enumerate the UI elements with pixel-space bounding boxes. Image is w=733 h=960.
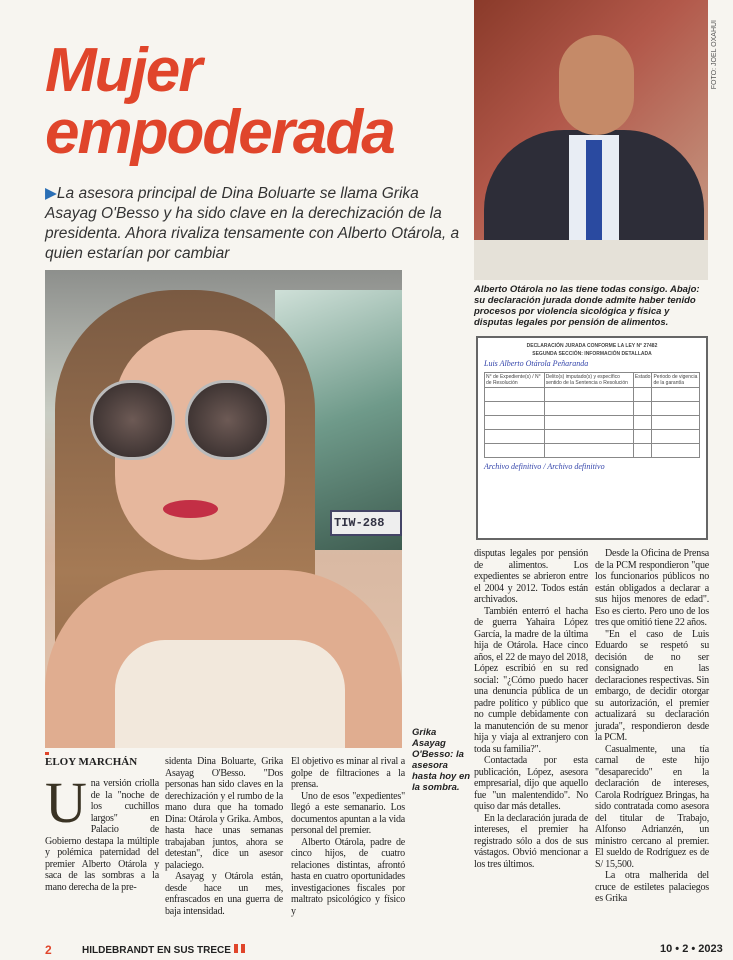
document-section: SEGUNDA SECCIÓN: INFORMACIÓN DETALLADA: [532, 351, 652, 357]
byline: ELOY MARCHÁN: [45, 756, 138, 768]
footer-section: [82, 944, 245, 956]
document-name: Luis Alberto Otárola Peñaranda: [484, 359, 589, 368]
paragraph: "En el caso de Luis Eduardo se respetó su decisión de no ser consignado en las declaraciones respectivas. Sin embargo, de decidir otorgar su autorización, el premier actualizará su declaración jurada", respondieron desde la PCM.: [595, 628, 709, 743]
photo-caption-main: Grika Asayag O'Besso: la asesora hasta hoy en la sombra.: [412, 727, 471, 793]
paragraph: El objetivo es minar al rival a golpe de filtraciones a la prensa.: [291, 756, 405, 790]
doc-header: Delito(s) imputado(s) y específico sentido de la Sentencia o Resolución: [544, 373, 633, 388]
article-column-4: [474, 548, 588, 870]
title-line-1: Mujer: [45, 36, 201, 105]
photo-alberto-otarola: [474, 0, 708, 280]
drop-cap: U: [45, 770, 87, 835]
license-plate: TIW-288: [330, 510, 402, 536]
paragraph: La otra malherida del cruce de estiletes palaciegos es Grika: [595, 870, 709, 904]
triangle-icon: ▶: [45, 185, 57, 202]
dek-text: La asesora principal de Dina Boluarte se llama Grika Asayag O'Besso y ha sido clave en la derechización de la presidenta. Ahora rivaliza tensamente con Alberto Otárola, a quien estarían por cambiar: [45, 185, 460, 262]
paragraph: disputas legales por pensión de alimentos. Los expedientes se abrieron entre el 2004 y 2012. Todos están archivados.: [474, 548, 588, 605]
photo-credit: FOTO: JOEL OXAHUI: [711, 20, 718, 90]
section-name: HILDEBRANDT EN SUS TRECE: [82, 945, 231, 956]
doc-header: Estado: [633, 373, 652, 388]
document-notes: Archivo definitivo / Archivo definitivo: [484, 462, 605, 471]
sworn-declaration-document: [476, 336, 708, 540]
document-title: DECLARACIÓN JURADA CONFORME LA LEY N° 27482: [526, 343, 658, 349]
article-column-3: [291, 756, 405, 917]
photo-grika-asayag: [45, 270, 402, 748]
document-table: [484, 372, 700, 458]
dek: [45, 184, 460, 264]
paragraph: Contactada por esta publicación, López, asesora empresarial, dijo que aquello fue "un malentendido". No quiso dar más detalles.: [474, 755, 588, 812]
doc-header: Periodo de vigencia de la garantía: [652, 373, 700, 388]
paragraph: Casualmente, una tía carnal de este hijo "desaparecido" en la declaración de intereses, Carola Rodríguez Bringas, ha sido contratada como asesora del titular de Trabajo, Alfonso Adrianzén, un ministro cercano al premier. El sueldo de Rodríguez es de S/ 15,500.: [595, 743, 709, 870]
photo-caption-right: Alberto Otárola no las tiene todas consigo. Abajo: su declaración jurada donde admite haber tenido procesos por violencia sicológica y física y disputas legales por pensión de alimentos.: [474, 284, 700, 328]
paragraph: Uno de esos "expedientes" llegó a este semanario. Los documentos apuntan a la vida personal del premier.: [291, 790, 405, 836]
article-column-1: [45, 770, 159, 893]
paragraph: na versión criolla de la "noche de los cuchillos largos" en Palacio de Gobierno destapa la múltiple y polémica paternidad del premier Alberto Otárola y saca de las sombras a la mano derecha de la pre-: [45, 778, 159, 893]
article-column-5: [595, 548, 709, 905]
paragraph: Alberto Otárola, padre de cinco hijos, de cuatro relaciones distintas, afrontó hasta en cuatro oportunidades investigaciones fiscales por maltrato psicológico y físico y: [291, 836, 405, 917]
article-column-2: [165, 756, 283, 917]
paragraph: También enterró el hacha de guerra Yahaira López García, la madre de la última hija de Otárola. Hace cinco años, el 22 de mayo del 2018, López escribió en su red social: "¿Cómo puedo hacer una denuncia pública de un padre político y público que no cumple debidamente con la manutención de su menor hija y viaja al extranjero con toda su familia?".: [474, 605, 588, 755]
title-line-2: empoderada: [45, 98, 394, 167]
doc-header: N° de Expediente(s) / N° de Resolución: [485, 373, 545, 388]
headline-title: [45, 36, 394, 167]
page-number: 2: [45, 943, 52, 957]
paragraph: En la declaración jurada de intereses, el premier ha registrado sólo a dos de sus vástagos. Obvió mencionar a los tres últimos.: [474, 812, 588, 870]
paragraph: Asayag y Otárola están, desde hace un mes, enfrascados en una guerra de baja intensidad.: [165, 871, 283, 917]
issue-date: 10 • 2 • 2023: [660, 943, 723, 955]
paragraph: sidenta Dina Boluarte, Grika Asayag O'Besso. "Dos personas han sido claves en la derechización y el rumbo de la mano dura que ha tomado Dina: Otárola y Grika. Ambos, hasta hace unas semanas trabajaban juntos, ahora se detestan", dice un asesor palaciego.: [165, 756, 283, 871]
paragraph: Desde la Oficina de Prensa de la PCM respondieron "que los funcionarios públicos no están obligados a declarar a sus hijos menores de edad". Eso es cierto. Pero uno de los tres que omitió tiene 22 años.: [595, 548, 709, 628]
